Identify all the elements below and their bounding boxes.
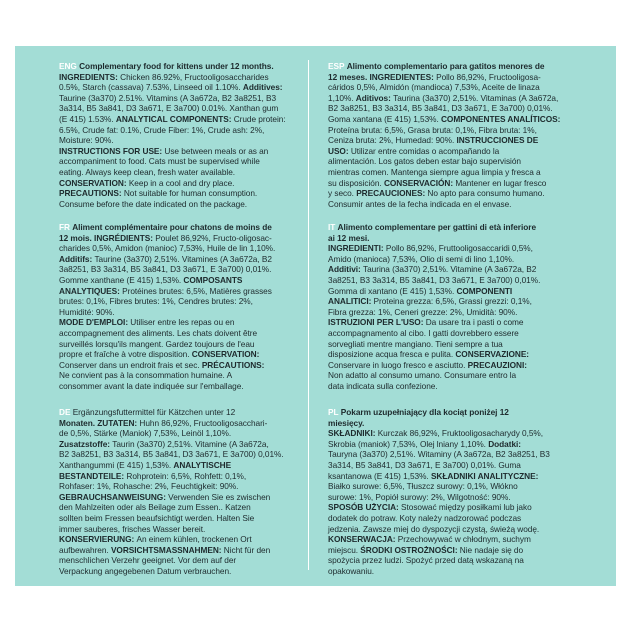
text-line	[59, 328, 275, 339]
text-line	[328, 339, 540, 350]
body-text: Kurczak 86,92%, Fruktooligosacharydy 0,5%,	[377, 428, 544, 439]
language-code: ENG	[59, 61, 77, 71]
body-text: Huhn 86,92%, Fructooligosacchari-	[139, 417, 268, 428]
body-text: Stosować między posiłkami lub jako	[401, 502, 532, 513]
body-text: sorvegliati mentre mangiano. Tieni sempre a tua	[328, 338, 503, 349]
text-line	[328, 72, 560, 83]
text-line	[328, 555, 550, 566]
text-line	[59, 381, 275, 392]
text-line	[59, 407, 284, 418]
body-text: 3a8251, B3 3a314, B5 3a841, D3 3a671, E 3a700) 0,01%.	[59, 264, 272, 275]
body-text: Humidité: 90%.	[59, 306, 115, 317]
body-text: Taurine (3a370) 2,51%. Vitamines (A 3a672a, B2	[94, 253, 272, 264]
section-de	[59, 407, 284, 577]
bold-text: MODE D'EMPLOI:	[59, 317, 131, 328]
bold-text: VORSICHTSMASSNAHMEN:	[110, 544, 224, 555]
text-line	[59, 103, 286, 114]
body-text: charides 0,5%, Amidon (manioc) 7,53%, Huile de lin 1,10%.	[59, 243, 276, 254]
bold-text: ANALYTIQUES:	[59, 285, 123, 296]
body-text: Skrobia (maniok) 7,53%, Olej lniany 1,10%.	[328, 438, 489, 449]
text-line	[59, 449, 284, 460]
text-line	[328, 93, 560, 104]
text-line	[328, 317, 540, 328]
bold-text: SKŁADNIKI ANALITYCZNE:	[430, 470, 539, 481]
body-text: Use between meals or as an	[164, 145, 269, 156]
text-line	[328, 545, 550, 556]
bold-text: Dodatki:	[488, 438, 521, 449]
text-line	[59, 566, 284, 577]
body-text: su disposición.	[328, 177, 384, 188]
text-line	[328, 103, 560, 114]
text-line	[328, 178, 560, 189]
text-line	[328, 502, 550, 513]
bold-text: INGREDIENTS:	[59, 71, 121, 82]
bold-text: ANALITICI:	[328, 296, 374, 307]
body-text: Non adatto al consumo umano. Consumare entro la	[328, 370, 517, 381]
body-text: Utiliser entre les repas ou en	[130, 317, 235, 328]
body-text: propre et fraîche à votre disposition.	[59, 349, 192, 360]
text-line	[59, 534, 284, 545]
text-line	[59, 418, 284, 429]
bold-text: CONSERVATION:	[59, 177, 129, 188]
text-line	[328, 471, 550, 482]
text-line	[328, 481, 550, 492]
body-text: 3a314, B5 3a841, D3 3a671, E 3a700) 0,01%. Guma	[328, 459, 521, 470]
body-text: Taurine (3a370) 2.51%. Vitamins (A 3a672a, B2 3a8251, B3	[59, 92, 277, 103]
body-text: Not suitable for human consumption.	[123, 188, 258, 199]
bold-text: Aditivos:	[355, 92, 394, 103]
body-text: Mantener en lugar fresco	[455, 177, 547, 188]
body-text: 0.5%, Starch (cassava) 7.53%, Linseed oil 1.10%.	[59, 82, 243, 93]
body-text: surowe: 1%, Popiół surowy: 2%, Wilgotność: 90%.	[328, 491, 511, 502]
text-line	[328, 82, 560, 93]
text-line	[59, 460, 284, 471]
body-text: B2 3a8251, B3 3a314, B5 3a841, D3 3a671, E 3a700) 0,01%.	[328, 103, 553, 114]
body-text: ksantanowa (E 415) 1,53%.	[328, 470, 431, 481]
body-text: brutes: 0,1%, Fibres brutes: 1%, Cendres brutes: 2%,	[59, 296, 253, 307]
text-line	[328, 460, 550, 471]
body-text: Gomma di xantano (E 415) 1,53%.	[328, 285, 457, 296]
text-line	[328, 135, 560, 146]
text-line	[59, 307, 275, 318]
bold-text: BESTANDTEILE:	[59, 470, 127, 481]
text-line	[59, 243, 275, 254]
text-line	[59, 178, 286, 189]
text-line	[328, 418, 550, 429]
text-line	[328, 199, 560, 210]
text-line	[328, 286, 540, 297]
language-code: DE	[59, 407, 71, 417]
text-line	[59, 72, 286, 83]
body-text: data indicata sulla confezione.	[328, 380, 438, 391]
body-text: Fibra grezza: 1%, Ceneri grezze: 2%, Umidità: 90%.	[328, 306, 518, 317]
text-line	[328, 61, 560, 72]
bold-text: Additives:	[242, 82, 283, 93]
body-text: Da usare tra i pasti o come	[425, 317, 524, 328]
bold-text: INSTRUCTIONS FOR USE:	[59, 145, 165, 156]
body-text: Goma xantana (E 415) 1,53%.	[328, 113, 441, 124]
text-line	[328, 534, 550, 545]
text-line	[59, 360, 275, 371]
text-line	[59, 156, 286, 167]
text-line	[59, 286, 275, 297]
body-text: accompagnement des aliments. Les chats doivent être	[59, 327, 258, 338]
bold-text: Alimento complementario para gatitos menores de	[346, 61, 545, 71]
section-esp	[328, 61, 560, 209]
body-text: sollten beim Fressen beaufsichtigt werden. Halten Sie	[59, 512, 255, 523]
bold-text: SKŁADNIKI:	[328, 428, 378, 439]
text-line	[59, 296, 275, 307]
body-text: Consume before the date indicated on the package.	[59, 198, 248, 209]
text-line	[328, 254, 540, 265]
body-text: Rohfaser: 1%, Rohasche: 2%, Feuchtigkeit: 90%.	[59, 481, 239, 492]
text-line	[59, 61, 286, 72]
body-text: Consumir antes de la fecha indicada en el envase.	[328, 198, 512, 209]
bold-text: CONSERVACIÓN:	[383, 177, 456, 188]
body-text: menschlichen Verzehr geeignet. Vor dem auf der	[59, 555, 237, 566]
bold-text: INSTRUCCIONES DE	[456, 135, 539, 146]
body-text: 6.5%, Crude fat: 0.1%, Crude Fiber: 1%, Crude ash: 2%,	[59, 124, 265, 135]
bold-text: PRECAUZIONI:	[467, 359, 527, 370]
body-text: opakowaniu.	[328, 565, 375, 576]
body-text: Nie nadaje się do	[459, 544, 524, 555]
body-text: Gomme xanthane (E 415) 1,53%.	[59, 274, 184, 285]
body-text: Proteína bruta: 6,5%, Grasa bruta: 0,1%, Fibra bruta: 1%,	[328, 124, 537, 135]
body-text: Rohprotein: 6,5%, Rohfett: 0,1%,	[126, 470, 247, 481]
text-line	[328, 524, 550, 535]
body-text: Taurina (3a370) 2,51%. Vitamine (A 3a672a, B2	[363, 264, 537, 275]
text-line	[59, 339, 275, 350]
body-text: Protéines brutes: 6,5%, Matières grasses	[122, 285, 272, 296]
body-text: Xanthangummi (E 415) 1,53%.	[59, 459, 174, 470]
body-text: 3a314, B5 3a841, D3 3a671, E 3a700) 0.01%. Xanthan gum	[59, 103, 279, 114]
text-line	[328, 243, 540, 254]
body-text: Ergänzungsfuttermittel für Kätzchen unter 12	[72, 407, 236, 417]
text-line	[59, 275, 275, 286]
bold-text: ai 12 mesi.	[328, 232, 370, 243]
body-text: immer sauberes, frisches Wasser bereit.	[59, 523, 206, 534]
bold-text: COMPOSANTS	[183, 274, 243, 285]
text-line	[59, 167, 286, 178]
section-it	[328, 222, 540, 392]
body-text: aufbewahren.	[59, 544, 111, 555]
text-line	[59, 428, 284, 439]
bold-text: ISTRUZIONI PER L'USO:	[328, 317, 426, 328]
bold-text: ANALYTICAL COMPONENTS:	[115, 113, 234, 124]
section-fr	[59, 222, 275, 392]
bold-text: Zusatzstoffe:	[59, 438, 113, 449]
text-line	[328, 146, 560, 157]
text-line	[328, 449, 550, 460]
text-line	[328, 492, 550, 503]
text-line	[59, 545, 284, 556]
body-text: Crude protein:	[233, 113, 286, 124]
text-line	[59, 82, 286, 93]
text-line	[59, 502, 284, 513]
language-code: ESP	[328, 61, 345, 71]
text-line	[59, 524, 284, 535]
body-text: accompagnamento al cibo. I gatti dovrebbero essere	[328, 327, 519, 338]
text-line	[328, 428, 550, 439]
bold-text: CONSERVAZIONE:	[455, 349, 530, 360]
bold-text: Additivi:	[328, 264, 363, 275]
text-line	[59, 233, 275, 244]
text-line	[328, 167, 560, 178]
text-line	[59, 317, 275, 328]
body-text: jedzenia. Zawsze miej do dyspozycji czystą, świeżą wodę.	[328, 523, 540, 534]
body-text: Przechowywać w chłodnym, suchym	[397, 534, 531, 545]
text-line	[328, 370, 540, 381]
text-line	[59, 114, 286, 125]
body-text: Conserver dans un endroit frais et sec.	[59, 359, 202, 370]
body-text: Moisture: 90%.	[59, 135, 114, 146]
body-text: y seco.	[328, 188, 357, 199]
body-text: dodatek do potraw. Koty należy nadzorować podczas	[328, 512, 522, 523]
text-line	[328, 222, 540, 233]
bold-text: 12 meses. INGREDIENTES:	[328, 71, 437, 82]
body-text: Ne convient pas à la consommation humaine. A	[59, 370, 233, 381]
text-line	[59, 370, 275, 381]
body-text: Chicken 86.92%, Fructooligosaccharides	[120, 71, 269, 82]
text-line	[328, 349, 540, 360]
body-text: Pollo 86,92%, Fructooligosa-	[436, 71, 541, 82]
body-text: eating. Always keep clean, fresh water available.	[59, 166, 236, 177]
bold-text: GEBRAUCHSANWEISUNG:	[59, 491, 169, 502]
bold-text: Alimento complementare per gattini di età inferiore	[337, 222, 537, 232]
text-line	[328, 233, 540, 244]
text-line	[59, 481, 284, 492]
language-code: FR	[59, 222, 70, 232]
text-line	[328, 360, 540, 371]
text-line	[59, 513, 284, 524]
body-text: Ceniza bruta: 2%, Humedad: 90%.	[328, 135, 457, 146]
body-text: Conservare in luogo fresco e asciutto.	[328, 359, 468, 370]
body-text: consommer avant la date indiquée sur l'emballage.	[59, 380, 244, 391]
bold-text: miesięcy.	[328, 417, 365, 428]
column-divider	[308, 60, 309, 570]
body-text: Taurina (3a370) 2,51%. Vitaminas (A 3a672a,	[393, 92, 559, 103]
body-text: surveillés lorsqu'ils mangent. Gardez toujours de l'eau	[59, 338, 255, 349]
text-line	[59, 135, 286, 146]
body-text: miejscu.	[328, 544, 361, 555]
text-line	[328, 188, 560, 199]
text-line	[328, 439, 550, 450]
bold-text: ANALYTISCHE	[173, 459, 232, 470]
body-text: Verwenden Sie es zwischen	[168, 491, 271, 502]
body-text: alimentación. Los gatos deben estar bajo supervisión	[328, 156, 521, 167]
body-text: cáridos 0,5%, Almidón (mandioca) 7,53%, Aceite de linaza	[328, 82, 540, 93]
text-line	[59, 188, 286, 199]
text-line	[59, 471, 284, 482]
body-text: spożycia przez ludzi. Spożyć przed datą wskazaną na	[328, 555, 524, 566]
body-text: No apto para consumo humano.	[427, 188, 545, 199]
bold-text: KONSERVIERUNG:	[59, 534, 137, 545]
text-line	[328, 125, 560, 136]
body-text: Amido (manioca) 7,53%, Olio di semi di lino 1,10%.	[328, 253, 515, 264]
body-text: Utilizar entre comidas o acompañando la	[350, 145, 500, 156]
body-text: Keep in a cool and dry place.	[128, 177, 235, 188]
text-line	[59, 264, 275, 275]
body-text: Pollo 86,92%, Fruttooligosaccaridi 0,5%,	[385, 243, 533, 254]
text-line	[328, 328, 540, 339]
bold-text: COMPONENTI	[456, 285, 513, 296]
body-text: Poulet 86,92%, Fructo-oligosac-	[155, 232, 272, 243]
body-text: accompaniment to food. Cats must be supervised while	[59, 156, 260, 167]
bold-text: Complementary food for kittens under 12 months.	[79, 61, 274, 71]
text-line	[328, 566, 550, 577]
text-line	[328, 407, 550, 418]
text-line	[59, 254, 275, 265]
text-line	[59, 93, 286, 104]
text-line	[328, 275, 540, 286]
body-text: Verpackung angegebenen Datum verbrauchen.	[59, 565, 232, 576]
bold-text: USO:	[328, 145, 351, 156]
text-line	[59, 199, 286, 210]
text-line	[59, 349, 275, 360]
text-line	[328, 381, 540, 392]
text-line	[59, 555, 284, 566]
body-text: Tauryna (3a370) 2,51%. Witaminy (A 3a672a, B2 3a8251, B3	[328, 449, 550, 460]
body-text: Proteina grezza: 6,5%, Grassi grezzi: 0,1%,	[373, 296, 532, 307]
text-line	[328, 156, 560, 167]
section-eng	[59, 61, 286, 209]
section-pl	[328, 407, 550, 577]
bold-text: 12 mois. INGRÉDIENTS:	[59, 232, 156, 243]
bold-text: PRECAUCIONES:	[356, 188, 428, 199]
bold-text: COMPONENTES ANALÍTICOS:	[440, 113, 561, 124]
body-text: An einem kühlen, trockenen Ort	[136, 534, 252, 545]
text-line	[59, 146, 286, 157]
bold-text: PRÉCAUTIONS:	[201, 359, 265, 370]
text-line	[59, 222, 275, 233]
text-line	[328, 296, 540, 307]
text-line	[59, 439, 284, 450]
bold-text: Monaten. ZUTATEN:	[59, 417, 140, 428]
body-text: mientras comen. Mantenga siempre agua limpia y fresca a	[328, 166, 541, 177]
bold-text: PRECAUTIONS:	[59, 188, 124, 199]
body-text: den Mahlzeiten oder als Beilage zum Essen.. Katzen	[59, 502, 251, 513]
text-line	[328, 114, 560, 125]
text-line	[328, 307, 540, 318]
bold-text: INGREDIENTI:	[328, 243, 386, 254]
body-text: 3a8251, B3 3a314, B5 3a841, D3 3a671, E 3a700) 0,01%.	[328, 274, 541, 285]
body-text: disposizione acqua fresca e pulita.	[328, 349, 456, 360]
bold-text: SPOSÓB UŻYCIA:	[328, 502, 402, 513]
language-code: IT	[328, 222, 336, 232]
body-text: Taurin (3a370) 2,51%. Vitamine (A 3a672a,	[112, 438, 269, 449]
body-text: (E 415) 1.53%.	[59, 113, 116, 124]
language-code: PL	[328, 407, 339, 417]
text-line	[59, 492, 284, 503]
bold-text: Aliment complémentaire pour chatons de moins de	[72, 222, 272, 232]
body-text: Nicht für den	[223, 544, 271, 555]
bold-text: Pokarm uzupełniający dla kociąt poniżej 12	[340, 407, 509, 417]
body-text: Białko surowe: 6,5%, Tłuszcz surowy: 0,1%, Włókno	[328, 481, 518, 492]
bold-text: CONSERVATION:	[191, 349, 260, 360]
text-line	[59, 125, 286, 136]
bold-text: KONSERWACJA:	[328, 534, 398, 545]
body-text: 1,10%.	[328, 92, 356, 103]
bold-text: ŚRODKI OSTROŻNOŚCI:	[360, 544, 460, 555]
text-line	[328, 513, 550, 524]
body-text: B2 3a8251, B3 3a314, B5 3a841, D3 3a671, E 3a700) 0,01%.	[59, 449, 284, 460]
text-line	[328, 264, 540, 275]
body-text: de 0,5%, Stärke (Maniok) 7,53%, Leinöl 1,10%.	[59, 428, 232, 439]
bold-text: Additifs:	[59, 253, 95, 264]
